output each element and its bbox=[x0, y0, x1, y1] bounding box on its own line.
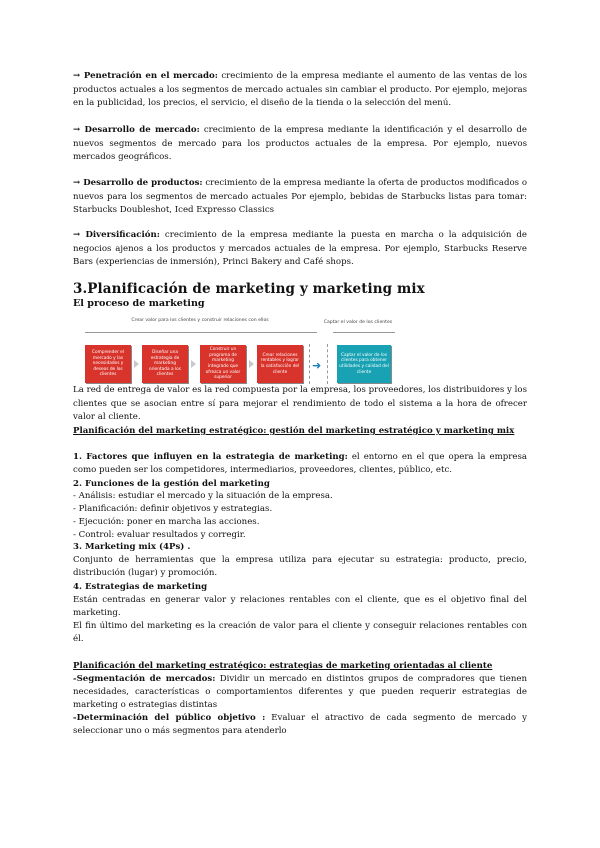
item-marketing-mix-title: 3. Marketing mix (4Ps) . bbox=[73, 542, 191, 552]
term: → Desarrollo de mercado: bbox=[73, 125, 200, 135]
function-item: - Control: evaluar resultados y corregir. bbox=[73, 530, 246, 540]
term: -Segmentación de mercados: bbox=[73, 674, 216, 684]
description: Evaluar el atractivo de cada segmento de mercado y seleccionar uno o más segmentos para atenderlo bbox=[73, 713, 527, 736]
process-step-3: Construir un programa de marketing integrado que ofrezca un valor superior bbox=[200, 345, 246, 383]
process-step-1: Comprender el mercado y las necesidades y deseos de los clientes bbox=[85, 345, 131, 383]
function-item: - Ejecución: poner en marcha las acciones. bbox=[73, 517, 260, 527]
description: el entorno en el que opera la empresa como pueden ser los competidores, intermediarios, proveedores, clientes, público, etc. bbox=[73, 452, 527, 475]
divider bbox=[309, 344, 310, 384]
item-targeting bbox=[73, 712, 527, 738]
diagram-caption-right: Captar el valor de los clientes bbox=[323, 320, 393, 325]
term: -Determinación del público objetivo : bbox=[73, 713, 266, 723]
heading-strategic-planning-1 bbox=[73, 425, 527, 438]
caption-bracket-right bbox=[333, 332, 395, 333]
item-factors bbox=[73, 451, 527, 476]
paragraph-market-penetration bbox=[73, 70, 527, 111]
item-strategies-title: 4. Estrategias de marketing bbox=[73, 582, 208, 592]
arrow-icon bbox=[191, 360, 196, 368]
description: crecimiento de la empresa mediante la oferta de productos modificados o nuevos para los segmentos de mercado actuales Por ejemplo, bebidas de Starbucks listas para tomar: Starbucks Doubleshot, Iced Expresso Classics bbox=[73, 178, 528, 216]
process-step-2: Diseñar una estrategia de marketing orientada a los clientes bbox=[142, 345, 188, 383]
description: Dividir un mercado en distintos grupos de compradores que tienen necesidades, características o comportamientos diferentes y que pueden requerir estrategias de marketing o estrategias distintas bbox=[73, 674, 527, 710]
heading-strategic-planning-2 bbox=[73, 660, 527, 673]
item-segmentation bbox=[73, 673, 527, 711]
function-item: - Planificación: definir objetivos y estrategias. bbox=[73, 504, 273, 514]
description: crecimiento de la empresa mediante la puesta en marcha o la adquisición de negocios ajenos a los productos y mercados actuales de la empresa. Por ejemplo, Starbucks Reserve Bars (experiencias de inmersión), Princi Bakery and Café shops. bbox=[73, 230, 527, 268]
heading-text: Planificación del marketing estratégico: gestión del marketing estratégico y marketing mix bbox=[73, 426, 515, 436]
arrow-icon bbox=[134, 360, 139, 368]
term: 1. Factores que influyen en la estrategia de marketing: bbox=[73, 452, 348, 462]
function-item: - Análisis: estudiar el mercado y la situación de la empresa. bbox=[73, 491, 333, 501]
subtitle: El proceso de marketing bbox=[73, 298, 205, 309]
diagram-caption-left: Crear valor para los clientes y construir relaciones con ellos bbox=[131, 318, 269, 323]
item-strategies-text: Están centradas en generar valor y relaciones rentables con el cliente, que es el objetivo final del marketing. bbox=[73, 595, 527, 618]
description: crecimiento de la empresa mediante el aumento de las ventas de los productos actuales a los segmentos de mercado actuales sin cambiar el producto. Por ejemplo, mejoras en la publicidad, los precios, el servicio, el diseño de la tienda o la selección del menú. bbox=[73, 71, 527, 109]
process-step-4: Crear relaciones rentables y lograr la satisfacción del cliente bbox=[257, 345, 303, 383]
marketing-process-diagram bbox=[85, 318, 505, 380]
process-step-5: Captar el valor de los clientes para obtener utilidades y calidad del cliente bbox=[337, 345, 391, 383]
paragraph-market-development bbox=[73, 124, 527, 165]
term: → Desarrollo de productos: bbox=[73, 178, 203, 188]
description: crecimiento de la empresa mediante la identificación y el desarrollo de nuevos segmentos de mercado para los productos actuales de la empresa. Por ejemplo, nuevos mercados geográficos. bbox=[73, 125, 527, 163]
term: → Penetración en el mercado: bbox=[73, 71, 218, 81]
heading-text: Planificación del marketing estratégico: estrategias de marketing orientadas al cliente bbox=[73, 661, 493, 671]
caption-bracket-left bbox=[85, 332, 317, 333]
paragraph-diversification bbox=[73, 229, 527, 270]
arrow-icon bbox=[249, 360, 254, 368]
arrow-right-icon: ➜ bbox=[312, 359, 322, 372]
item-functions-title: 2. Funciones de la gestión del marketing bbox=[73, 479, 270, 489]
divider bbox=[327, 344, 328, 384]
paragraph-product-development bbox=[73, 177, 527, 218]
term: → Diversificación: bbox=[73, 230, 160, 240]
section-title: 3.Planificación de marketing y marketing mix bbox=[73, 281, 425, 297]
paragraph-value-network: La red de entrega de valor es la red compuesta por la empresa, los proveedores, los distribuidores y los clientes que se asocian entre sí para mejorar el rendimiento de todo el sistema a la hora de ofrecer valor al cliente. bbox=[73, 385, 527, 423]
item-marketing-mix-text: Conjunto de herramientas que la empresa utiliza para ejecutar su estrategia: producto, precio, distribución (lugar) y promoción. bbox=[73, 555, 527, 578]
item-strategies-final: El fin último del marketing es la creación de valor para el cliente y conseguir relaciones rentables con él. bbox=[73, 621, 527, 644]
